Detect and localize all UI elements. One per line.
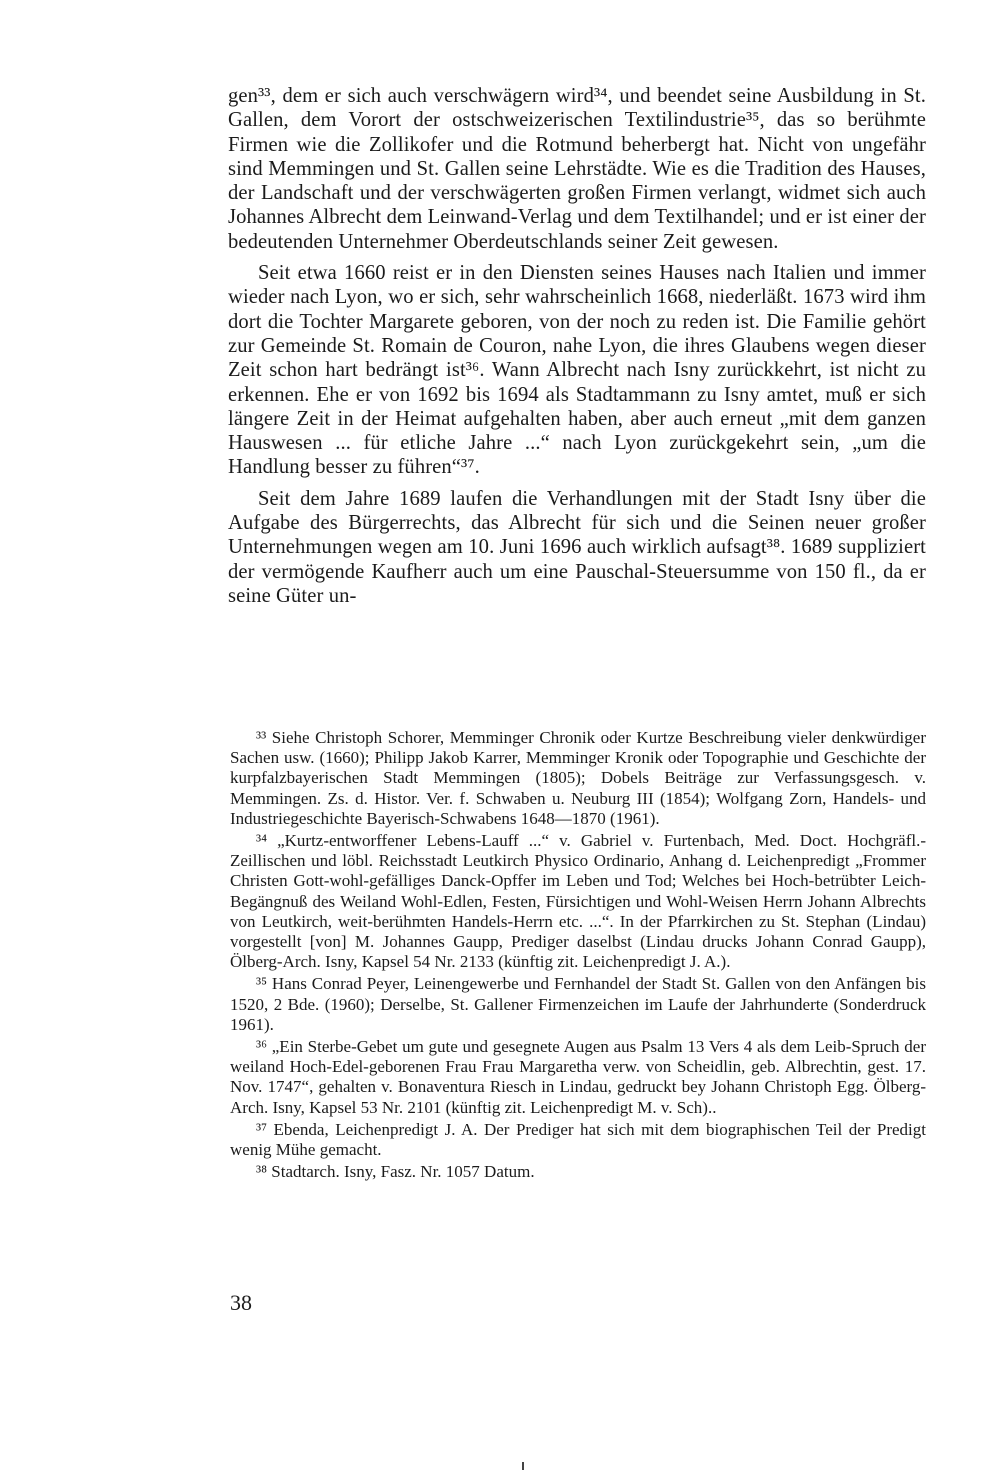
paragraph: gen³³, dem er sich auch verschwägern wird³⁴, und beendet seine Ausbildung in St. Gallen, dem Vorort der ostschweizerischen Textilindustrie³⁵, das so berühmte Firmen wie die Zollikofer und die Rotmund beherbergt hat. Nicht von ungefähr sind Memmingen und St. Gallen seine Lehrstädte. Wie es die Tradition des Hauses, der Landschaft und der verschwägerten großen Firmen verlangt, widmet sich auch Johannes Albrecht dem Leinwand-Verlag und dem Textilhandel; und er ist einer der bedeutenden Unternehmer Oberdeutschlands seiner Zeit gewesen.: [228, 85, 926, 253]
footnote-35: ³⁵ Hans Conrad Peyer, Leinengewerbe und Fernhandel der Stadt St. Gallen von den Anfängen bis 1520, 2 Bde. (1960); Derselbe, St. Gallener Firmenzeichen im Laufe der Jahrhunderte (Sonderdruck 1961).: [230, 974, 926, 1034]
footnote-38: ³⁸ Stadtarch. Isny, Fasz. Nr. 1057 Datum.: [256, 1162, 535, 1182]
footnote-33: ³³ Siehe Christoph Schorer, Memminger Chronik oder Kurtze Beschreibung vieler denkwürdiger Sachen usw. (1660); Philipp Jakob Karrer, Memminger Kronik oder Topographie und Geschichte der kurpfalzbayerischen Stadt Memmingen (1805); Dobels Beiträge zur Verfassungsgesch. v. Memmingen. Zs. d. Histor. Ver. f. Schwaben u. Neuburg III (1854); Wolfgang Zorn, Handels- und Industriegeschichte Bayerisch-Schwabens 1648—1870 (1961).: [230, 728, 926, 828]
main-text: [228, 84, 926, 615]
footnote-36: ³⁶ „Ein Sterbe-Gebet um gute und gesegnete Augen aus Psalm 13 Vers 4 als dem Leib-Spruch der weiland Hoch-Edel-geborenen Frau Frau Margaretha verw. von Scheidlin, geb. Albrechtin, gest. 17. Nov. 1747“, gehalten v. Bonaventura Riesch in Lindau, gedruckt bey Johann Christoph Egg. Ölberg-Arch. Isny, Kapsel 53 Nr. 2101 (künftig zit. Leichenpredigt M. v. Sch)..: [230, 1037, 926, 1117]
footnotes: [230, 728, 926, 1184]
paragraph: Seit dem Jahre 1689 laufen die Verhandlungen mit der Stadt Isny über die Aufgabe des Bürgerrechts, das Albrecht für sich und die Seinen neuer großer Unternehmungen wegen am 10. Juni 1696 auch wirklich aufsagt³⁸. 1689 suppliziert der vermögende Kaufherr auch um eine Pauschal-Steuersumme von 150 fl., da er seine Güter un-: [228, 487, 926, 607]
footnote-37: ³⁷ Ebenda, Leichenpredigt J. A. Der Prediger hat sich mit dem biographischen Teil der Predigt wenig Mühe gemacht.: [230, 1119, 926, 1160]
scan-mark: [522, 1462, 524, 1470]
footnote-34: ³⁴ „Kurtz-entworffener Lebens-Lauff ...“ v. Gabriel v. Furtenbach, Med. Doct. Hochgräfl.-Zeillischen und löbl. Reichsstadt Leutkirch Physico Ordinario, Anhang d. Leichenpredigt „Frommer Christen Gott-wohl-gefälliges Danck-Opffer im Leben und Tod; Welches bei Hoch-betrübter Leich-Begängnuß des Weiland Wohl-Edlen, Festen, Fürsichtigen und Wohl-Weisen Herrn Johann Albrechts von Leutkirch, weit-berühmten Handels-Herrn etc. ...“. In der Pfarrkirchen zu St. Stephan (Lindau) vorgestellt [von] M. Johannes Gaupp, Prediger daselbst (Lindau drucks Johann Conrad Gaupp), Ölberg-Arch. Isny, Kapsel 54 Nr. 2133 (künftig zit. Leichenpredigt J. A.).: [230, 831, 926, 972]
paragraph: Seit etwa 1660 reist er in den Diensten seines Hauses nach Italien und immer wieder nach Lyon, wo er sich, sehr wahrscheinlich 1668, niederläßt. 1673 wird ihm dort die Tochter Margarete geboren, von der noch zu reden ist. Die Familie gehört zur Gemeinde St. Romain de Couron, nahe Lyon, die ihres Glaubens wegen dieser Zeit schon hart bedrängt ist³⁶. Wann Albrecht nach Isny zurückkehrt, ist nicht zu erkennen. Ehe er von 1692 bis 1694 als Stadtammann zu Isny amtet, muß er sich längere Zeit in der Heimat aufgehalten haben, aber auch erneut „mit dem ganzen Hauswesen ... für etliche Jahre ...“ nach Lyon zurückgekehrt sein, „um die Handlung besser zu führen“³⁷.: [228, 262, 926, 479]
page-number: 38: [230, 1290, 252, 1315]
